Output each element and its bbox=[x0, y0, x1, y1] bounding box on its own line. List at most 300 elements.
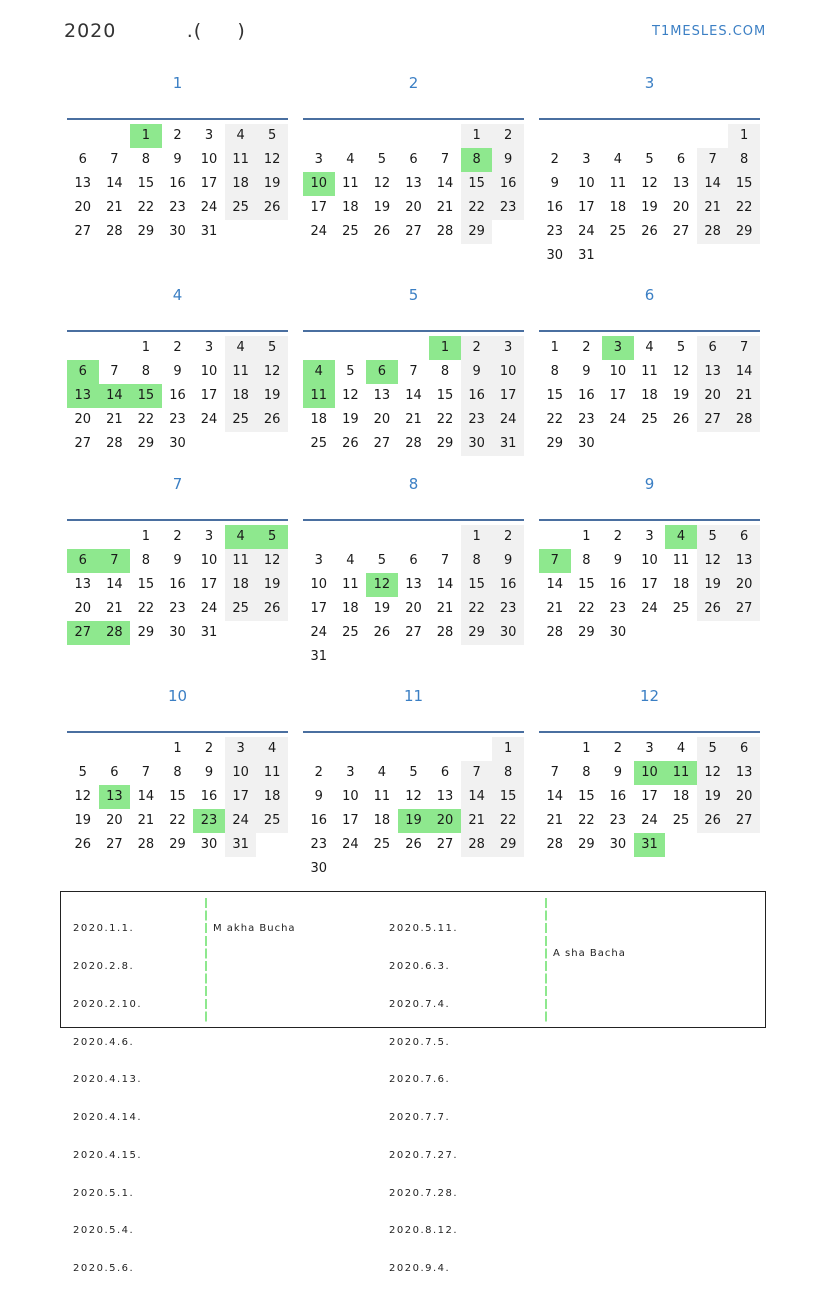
holiday-day-cell: 1 bbox=[429, 336, 461, 360]
day-cell: 12 bbox=[256, 360, 288, 384]
empty-day-cell bbox=[697, 124, 729, 148]
day-cell: 24 bbox=[200, 200, 218, 215]
week-row bbox=[303, 360, 524, 384]
day-cell: 18 bbox=[672, 789, 690, 804]
right-holiday-dates bbox=[389, 898, 458, 1301]
day-cell: 17 bbox=[609, 388, 627, 403]
day-cell: 28 bbox=[546, 837, 564, 852]
day-cell: 20 bbox=[728, 573, 760, 597]
day-cell: 2 bbox=[550, 152, 559, 167]
day-cell: 19 bbox=[256, 573, 288, 597]
day-cell: 9 bbox=[492, 148, 524, 172]
day-cell: 13 bbox=[436, 789, 454, 804]
week-row bbox=[539, 408, 760, 432]
empty-day-cell bbox=[99, 525, 131, 549]
day-cell: 16 bbox=[492, 172, 524, 196]
empty-day-cell bbox=[99, 124, 131, 148]
day-cell: 21 bbox=[461, 809, 493, 833]
day-cell: 22 bbox=[492, 809, 524, 833]
empty-day-cell bbox=[697, 833, 729, 857]
holiday-day-cell: 6 bbox=[67, 360, 99, 384]
legend-date: 2020.7.4. bbox=[389, 998, 451, 1010]
holiday-day-cell: 3 bbox=[602, 336, 634, 360]
day-cell: 29 bbox=[492, 833, 524, 857]
week-row bbox=[67, 408, 288, 432]
day-cell: 14 bbox=[137, 789, 155, 804]
day-cell: 29 bbox=[461, 621, 493, 645]
day-cell: 9 bbox=[314, 789, 323, 804]
empty-day-cell bbox=[665, 244, 697, 268]
day-cell: 28 bbox=[137, 837, 155, 852]
day-cell: 23 bbox=[169, 601, 186, 616]
day-cell: 25 bbox=[373, 837, 391, 852]
day-cell: 30 bbox=[609, 837, 627, 852]
week-row bbox=[303, 196, 524, 220]
week-row bbox=[539, 148, 760, 172]
day-cell: 9 bbox=[582, 364, 591, 379]
month-title: 6 bbox=[644, 286, 655, 304]
week-row bbox=[303, 573, 524, 597]
day-cell: 29 bbox=[461, 220, 493, 244]
day-cell: 10 bbox=[578, 176, 595, 191]
day-cell: 1 bbox=[582, 529, 591, 544]
day-cell: 25 bbox=[672, 601, 690, 616]
day-cell: 2 bbox=[461, 336, 493, 360]
day-cell: 1 bbox=[461, 525, 493, 549]
day-cell: 19 bbox=[373, 601, 391, 616]
day-cell: 25 bbox=[641, 412, 658, 427]
month-divider bbox=[67, 330, 288, 332]
week-row bbox=[303, 549, 524, 573]
day-cell: 6 bbox=[409, 553, 418, 568]
day-cell: 28 bbox=[106, 436, 123, 451]
day-cell: 17 bbox=[200, 577, 218, 592]
day-cell: 13 bbox=[74, 577, 92, 592]
empty-day-cell bbox=[366, 645, 398, 669]
day-cell: 17 bbox=[492, 384, 524, 408]
day-cell: 21 bbox=[137, 813, 155, 828]
day-cell: 12 bbox=[74, 789, 92, 804]
week-row bbox=[67, 172, 288, 196]
empty-day-cell bbox=[256, 432, 288, 456]
week-row bbox=[303, 857, 524, 881]
day-cell: 14 bbox=[697, 172, 729, 196]
day-cell: 1 bbox=[550, 340, 559, 355]
day-cell: 24 bbox=[310, 625, 328, 640]
empty-day-cell bbox=[634, 124, 666, 148]
day-cell: 7 bbox=[550, 765, 559, 780]
day-cell: 17 bbox=[200, 176, 218, 191]
day-cell: 2 bbox=[314, 765, 323, 780]
week-row bbox=[303, 148, 524, 172]
day-grid bbox=[303, 336, 524, 456]
day-cell: 19 bbox=[697, 573, 729, 597]
day-cell: 25 bbox=[609, 224, 627, 239]
site-brand-link[interactable]: T1MESLES.COM bbox=[652, 24, 767, 39]
day-cell: 8 bbox=[141, 152, 151, 167]
day-cell: 24 bbox=[609, 412, 627, 427]
week-row bbox=[303, 124, 524, 148]
day-cell: 18 bbox=[342, 601, 359, 616]
day-cell: 12 bbox=[256, 148, 288, 172]
day-cell: 3 bbox=[492, 336, 524, 360]
day-cell: 23 bbox=[546, 224, 564, 239]
day-cell: 26 bbox=[256, 597, 288, 621]
day-grid bbox=[67, 525, 288, 645]
day-cell: 28 bbox=[405, 436, 422, 451]
legend-date: 2020.7.5. bbox=[389, 1036, 451, 1048]
week-row bbox=[67, 525, 288, 549]
day-cell: 10 bbox=[609, 364, 627, 379]
day-cell: 10 bbox=[342, 789, 359, 804]
month-title: 5 bbox=[408, 286, 419, 304]
day-cell: 30 bbox=[492, 621, 524, 645]
day-cell: 21 bbox=[697, 196, 729, 220]
legend-date: 2020.7.28. bbox=[389, 1187, 459, 1199]
day-cell: 23 bbox=[609, 813, 627, 828]
day-cell: 14 bbox=[106, 577, 123, 592]
day-cell: 1 bbox=[173, 741, 182, 756]
day-cell: 27 bbox=[373, 436, 391, 451]
month-divider bbox=[303, 118, 524, 120]
week-row bbox=[67, 737, 288, 761]
day-cell: 19 bbox=[697, 785, 729, 809]
day-cell: 8 bbox=[461, 549, 493, 573]
day-cell: 7 bbox=[440, 553, 450, 568]
day-cell: 27 bbox=[405, 224, 422, 239]
day-cell: 22 bbox=[728, 196, 760, 220]
day-cell: 15 bbox=[492, 785, 524, 809]
week-row bbox=[303, 761, 524, 785]
empty-day-cell bbox=[366, 737, 398, 761]
day-cell: 10 bbox=[641, 553, 658, 568]
day-cell: 24 bbox=[578, 224, 595, 239]
day-cell: 30 bbox=[578, 436, 595, 451]
day-cell: 16 bbox=[169, 577, 186, 592]
empty-day-cell bbox=[99, 336, 131, 360]
empty-day-cell bbox=[193, 432, 225, 456]
month-divider bbox=[303, 330, 524, 332]
day-cell: 3 bbox=[314, 553, 323, 568]
day-cell: 25 bbox=[225, 196, 257, 220]
legend-date: 2020.4.6. bbox=[73, 1036, 135, 1048]
empty-day-cell bbox=[256, 220, 288, 244]
day-cell: 9 bbox=[173, 553, 182, 568]
day-cell: 29 bbox=[137, 224, 155, 239]
holiday-day-cell: 15 bbox=[130, 384, 162, 408]
holiday-day-cell: 7 bbox=[99, 549, 131, 573]
holiday-day-cell: 7 bbox=[539, 549, 571, 573]
day-cell: 13 bbox=[728, 549, 760, 573]
day-cell: 26 bbox=[641, 224, 658, 239]
holiday-day-cell: 31 bbox=[634, 833, 666, 857]
day-cell: 13 bbox=[405, 577, 422, 592]
legend-date: 2020.1.1. bbox=[73, 923, 135, 935]
day-cell: 4 bbox=[645, 340, 654, 355]
day-cell: 28 bbox=[546, 625, 564, 640]
holiday-day-cell: 19 bbox=[398, 809, 430, 833]
day-cell: 9 bbox=[613, 553, 623, 568]
day-cell: 15 bbox=[137, 176, 155, 191]
day-cell: 18 bbox=[256, 785, 288, 809]
week-row bbox=[539, 432, 760, 456]
empty-day-cell bbox=[492, 857, 524, 881]
day-cell: 24 bbox=[641, 601, 658, 616]
empty-day-cell bbox=[697, 244, 729, 268]
day-cell: 8 bbox=[440, 364, 450, 379]
day-cell: 1 bbox=[728, 124, 760, 148]
week-row bbox=[67, 809, 288, 833]
day-cell: 14 bbox=[106, 176, 123, 191]
day-cell: 26 bbox=[405, 837, 422, 852]
day-cell: 25 bbox=[256, 809, 288, 833]
legend-date: 2020.5.11. bbox=[389, 923, 459, 935]
day-cell: 21 bbox=[546, 601, 564, 616]
holiday-day-cell: 6 bbox=[67, 549, 99, 573]
empty-day-cell bbox=[461, 857, 493, 881]
week-row bbox=[539, 384, 760, 408]
day-cell: 23 bbox=[492, 597, 524, 621]
legend-date: 2020.8.12. bbox=[389, 1225, 459, 1237]
day-cell: 26 bbox=[373, 625, 391, 640]
day-cell: 14 bbox=[546, 789, 564, 804]
empty-day-cell bbox=[602, 244, 634, 268]
day-grid bbox=[539, 124, 760, 268]
day-cell: 13 bbox=[697, 360, 729, 384]
day-grid bbox=[303, 737, 524, 881]
day-cell: 8 bbox=[550, 364, 559, 379]
day-cell: 6 bbox=[676, 152, 686, 167]
day-cell: 29 bbox=[578, 625, 595, 640]
day-cell: 20 bbox=[405, 200, 422, 215]
day-cell: 9 bbox=[204, 765, 214, 780]
day-cell: 22 bbox=[137, 601, 155, 616]
day-cell: 23 bbox=[609, 601, 627, 616]
day-cell: 16 bbox=[492, 573, 524, 597]
week-row bbox=[303, 384, 524, 408]
empty-day-cell bbox=[697, 432, 729, 456]
day-cell: 18 bbox=[672, 577, 690, 592]
week-row bbox=[539, 621, 760, 645]
day-cell: 20 bbox=[74, 412, 92, 427]
month-title: 10 bbox=[167, 687, 188, 705]
day-cell: 10 bbox=[200, 152, 218, 167]
empty-day-cell bbox=[461, 645, 493, 669]
day-cell: 2 bbox=[492, 124, 524, 148]
day-cell: 23 bbox=[461, 408, 493, 432]
day-cell: 29 bbox=[546, 436, 564, 451]
day-cell: 27 bbox=[74, 436, 92, 451]
legend-date: 2020.6.3. bbox=[389, 960, 451, 972]
day-cell: 1 bbox=[141, 340, 151, 355]
empty-day-cell bbox=[429, 857, 461, 881]
left-holiday-name: M akha Bucha bbox=[213, 923, 296, 934]
day-cell: 17 bbox=[641, 789, 658, 804]
week-row bbox=[303, 220, 524, 244]
day-cell: 28 bbox=[106, 224, 123, 239]
day-cell: 23 bbox=[169, 412, 186, 427]
day-cell: 5 bbox=[377, 553, 387, 568]
month-divider bbox=[539, 519, 760, 521]
empty-day-cell bbox=[697, 621, 729, 645]
day-cell: 20 bbox=[672, 200, 690, 215]
week-row bbox=[67, 360, 288, 384]
day-cell: 25 bbox=[672, 813, 690, 828]
day-cell: 16 bbox=[546, 200, 564, 215]
day-cell: 22 bbox=[578, 601, 595, 616]
day-cell: 22 bbox=[169, 813, 186, 828]
week-row bbox=[303, 785, 524, 809]
day-cell: 13 bbox=[373, 388, 391, 403]
day-cell: 20 bbox=[74, 200, 92, 215]
day-cell: 9 bbox=[492, 549, 524, 573]
legend-date: 2020.4.15. bbox=[73, 1149, 143, 1161]
day-cell: 7 bbox=[440, 152, 450, 167]
empty-day-cell bbox=[429, 645, 461, 669]
week-row bbox=[67, 597, 288, 621]
empty-day-cell bbox=[539, 124, 571, 148]
day-cell: 5 bbox=[78, 765, 87, 780]
day-cell: 11 bbox=[373, 789, 391, 804]
day-cell: 22 bbox=[436, 412, 454, 427]
empty-day-cell bbox=[634, 432, 666, 456]
month-divider bbox=[67, 731, 288, 733]
empty-day-cell bbox=[303, 525, 335, 549]
day-cell: 1 bbox=[582, 741, 591, 756]
day-cell: 21 bbox=[106, 412, 123, 427]
day-cell: 14 bbox=[436, 176, 454, 191]
week-row bbox=[539, 244, 760, 268]
day-cell: 9 bbox=[550, 176, 559, 191]
day-cell: 29 bbox=[169, 837, 186, 852]
week-row bbox=[539, 785, 760, 809]
day-cell: 3 bbox=[346, 765, 355, 780]
empty-day-cell bbox=[665, 432, 697, 456]
day-cell: 27 bbox=[697, 408, 729, 432]
day-cell: 4 bbox=[225, 124, 257, 148]
day-cell: 2 bbox=[173, 529, 182, 544]
day-cell: 29 bbox=[578, 837, 595, 852]
empty-day-cell bbox=[67, 737, 99, 761]
day-cell: 20 bbox=[697, 384, 729, 408]
day-cell: 29 bbox=[137, 436, 155, 451]
day-cell: 31 bbox=[200, 625, 218, 640]
month-title: 7 bbox=[172, 475, 183, 493]
day-cell: 11 bbox=[225, 549, 257, 573]
holiday-day-cell: 10 bbox=[303, 172, 335, 196]
week-row bbox=[67, 124, 288, 148]
day-cell: 16 bbox=[169, 388, 186, 403]
holiday-day-cell: 4 bbox=[225, 525, 257, 549]
day-cell: 28 bbox=[697, 220, 729, 244]
day-cell: 8 bbox=[141, 364, 151, 379]
day-cell: 18 bbox=[373, 813, 391, 828]
week-row bbox=[67, 549, 288, 573]
day-cell: 17 bbox=[225, 785, 257, 809]
day-cell: 12 bbox=[373, 176, 391, 191]
day-cell: 21 bbox=[106, 200, 123, 215]
empty-day-cell bbox=[366, 857, 398, 881]
holiday-day-cell: 5 bbox=[256, 525, 288, 549]
week-row bbox=[67, 573, 288, 597]
day-cell: 30 bbox=[169, 625, 186, 640]
day-cell: 16 bbox=[310, 813, 328, 828]
week-row bbox=[303, 525, 524, 549]
day-cell: 4 bbox=[346, 553, 355, 568]
day-cell: 13 bbox=[672, 176, 690, 191]
empty-day-cell bbox=[303, 124, 335, 148]
day-cell: 14 bbox=[436, 577, 454, 592]
day-cell: 23 bbox=[169, 200, 186, 215]
day-cell: 15 bbox=[578, 789, 595, 804]
day-cell: 16 bbox=[200, 789, 218, 804]
day-cell: 19 bbox=[74, 813, 92, 828]
day-cell: 21 bbox=[546, 813, 564, 828]
day-grid bbox=[539, 336, 760, 456]
day-cell: 2 bbox=[173, 128, 182, 143]
day-cell: 2 bbox=[204, 741, 214, 756]
day-cell: 26 bbox=[697, 597, 729, 621]
day-cell: 16 bbox=[169, 176, 186, 191]
day-cell: 19 bbox=[342, 412, 359, 427]
holiday-day-cell: 4 bbox=[665, 525, 697, 549]
day-cell: 2 bbox=[613, 529, 623, 544]
day-cell: 29 bbox=[137, 625, 155, 640]
day-cell: 15 bbox=[436, 388, 454, 403]
day-cell: 8 bbox=[582, 765, 591, 780]
week-row bbox=[539, 549, 760, 573]
holiday-legend bbox=[60, 891, 766, 1275]
day-cell: 5 bbox=[256, 336, 288, 360]
empty-day-cell bbox=[256, 621, 288, 645]
legend-date: 2020.2.8. bbox=[73, 960, 135, 972]
day-cell: 10 bbox=[200, 553, 218, 568]
legend-date: 2020.7.6. bbox=[389, 1074, 451, 1086]
week-row bbox=[67, 833, 288, 857]
empty-day-cell bbox=[461, 737, 493, 761]
day-cell: 2 bbox=[582, 340, 591, 355]
day-cell: 26 bbox=[672, 412, 690, 427]
day-cell: 24 bbox=[641, 813, 658, 828]
left-holiday-dates bbox=[73, 898, 142, 1301]
day-cell: 20 bbox=[405, 601, 422, 616]
day-cell: 17 bbox=[641, 577, 658, 592]
day-cell: 11 bbox=[256, 761, 288, 785]
day-cell: 5 bbox=[377, 152, 387, 167]
empty-day-cell bbox=[634, 621, 666, 645]
day-cell: 14 bbox=[728, 360, 760, 384]
legend-date: 2020.4.14. bbox=[73, 1112, 143, 1124]
day-cell: 5 bbox=[256, 124, 288, 148]
empty-day-cell bbox=[335, 124, 367, 148]
day-cell: 31 bbox=[225, 833, 257, 857]
day-cell: 11 bbox=[225, 360, 257, 384]
day-cell: 21 bbox=[436, 601, 454, 616]
day-cell: 2 bbox=[173, 340, 182, 355]
day-cell: 2 bbox=[492, 525, 524, 549]
week-row bbox=[303, 809, 524, 833]
month-title: 12 bbox=[639, 687, 660, 705]
day-cell: 27 bbox=[672, 224, 690, 239]
day-cell: 10 bbox=[492, 360, 524, 384]
day-grid bbox=[539, 737, 760, 857]
month-divider bbox=[303, 519, 524, 521]
day-grid bbox=[67, 124, 288, 244]
day-cell: 12 bbox=[641, 176, 658, 191]
empty-day-cell bbox=[366, 336, 398, 360]
week-row bbox=[67, 384, 288, 408]
day-cell: 31 bbox=[578, 248, 595, 263]
